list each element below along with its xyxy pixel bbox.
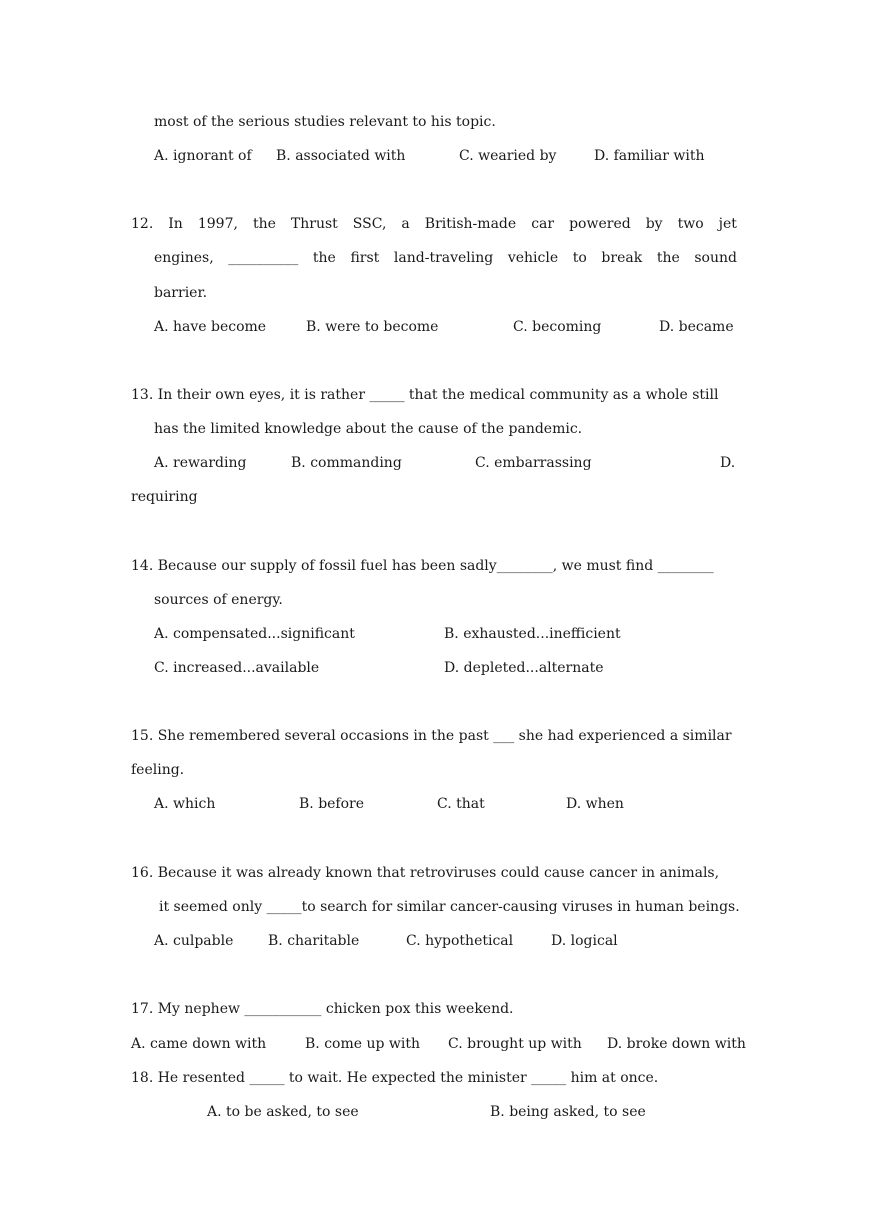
q14-stem-line-2: sources of energy. (154, 592, 283, 608)
q17-option-b: B. come up with (305, 1036, 421, 1052)
q12-word: British-made (424, 216, 517, 232)
q12-word: a (401, 216, 410, 232)
q13-option-a: A. rewarding (154, 455, 247, 471)
q14-option-a: A. compensated...significant (154, 626, 355, 642)
q15-option-d: D. when (566, 796, 624, 812)
q12-option-c: C. becoming (513, 319, 602, 335)
q16-option-d: D. logical (551, 933, 618, 949)
q12-word: In (168, 216, 183, 232)
q11-option-c: C. wearied by (459, 148, 557, 164)
q12-option-b: B. were to become (306, 319, 439, 335)
q17-stem-line-1: 17. My nephew ___________ chicken pox this weekend. (131, 1001, 514, 1017)
q12-word: vehicle (507, 250, 559, 266)
q14-option-c: C. increased...available (154, 660, 320, 676)
q11-stem-last-line: most of the serious studies relevant to his topic. (154, 114, 496, 130)
q12-word: the (312, 250, 336, 266)
q17-option-a: A. came down with (131, 1036, 267, 1052)
q13-option-d-label: D. (720, 455, 736, 471)
q17-option-c: C. brought up with (448, 1036, 582, 1052)
q15-option-c: C. that (437, 796, 485, 812)
q14-option-b: B. exhausted...inefficient (444, 626, 621, 642)
q14-options-row-2 (154, 657, 737, 679)
q12-word: the (252, 216, 276, 232)
q12-word: SSC, (352, 216, 387, 232)
q12-word: two (677, 216, 704, 232)
q12-stem-line-3: barrier. (154, 285, 208, 301)
q12-option-a: A. have become (154, 319, 267, 335)
q15-stem-line-1: 15. She remembered several occasions in the past ___ she had experienced a similar (131, 728, 732, 744)
q15-option-b: B. before (299, 796, 365, 812)
q16-option-b: B. charitable (268, 933, 360, 949)
q12-options (154, 316, 737, 338)
q14-stem-line-1: 14. Because our supply of fossil fuel has been sadly________, we must find ________ (131, 558, 714, 574)
q15-option-a: A. which (154, 796, 216, 812)
q12-word: by (645, 216, 663, 232)
q12-blank: __________ (228, 250, 299, 266)
q18-options (207, 1101, 737, 1123)
q13-options (154, 452, 737, 474)
q15-stem-line-2: feeling. (131, 762, 185, 778)
q13-stem-line-1: 13. In their own eyes, it is rather _____ that the medical community as a whole still (131, 387, 719, 403)
q12-word: 1997, (197, 216, 238, 232)
q17-options (131, 1033, 746, 1055)
q13-option-d-text: requiring (131, 489, 198, 505)
q12-word: Thrust (290, 216, 338, 232)
q12-stem-line-1 (131, 213, 737, 235)
q17-option-d: D. broke down with (607, 1036, 746, 1052)
q16-stem-line-1: 16. Because it was already known that retroviruses could cause cancer in animals, (131, 865, 720, 881)
q13-stem-line-2: has the limited knowledge about the cause of the pandemic. (154, 421, 583, 437)
q12-word: jet (718, 216, 737, 232)
q12-word: first (350, 250, 380, 266)
q18-option-b: B. being asked, to see (490, 1104, 646, 1120)
q16-stem-line-2: it seemed only _____to search for similar cancer-causing viruses in human beings. (159, 899, 740, 915)
q12-stem-line-2 (154, 247, 737, 269)
q14-options-row-1 (154, 623, 737, 645)
q12-word: engines, (154, 250, 214, 266)
q11-option-b: B. associated with (276, 148, 406, 164)
q12-word: to (572, 250, 587, 266)
q12-word: break (601, 250, 643, 266)
q15-options (154, 793, 737, 815)
q16-option-c: C. hypothetical (406, 933, 514, 949)
q13-option-c: C. embarrassing (475, 455, 592, 471)
q11-option-a: A. ignorant of (154, 148, 252, 164)
q11-options (154, 145, 737, 167)
q18-stem-line-1: 18. He resented _____ to wait. He expected the minister _____ him at once. (131, 1070, 659, 1086)
q12-word: the (656, 250, 680, 266)
q12-word: sound (694, 250, 737, 266)
q16-option-a: A. culpable (154, 933, 234, 949)
q16-options (154, 930, 737, 952)
q12-word: car (531, 216, 555, 232)
q12-word: 12. (131, 216, 154, 232)
q12-word: land-traveling (393, 250, 494, 266)
q14-option-d: D. depleted...alternate (444, 660, 604, 676)
q12-word: powered (569, 216, 631, 232)
q12-option-d: D. became (659, 319, 734, 335)
q18-option-a: A. to be asked, to see (207, 1104, 359, 1120)
q11-option-d: D. familiar with (594, 148, 705, 164)
q13-option-b: B. commanding (291, 455, 402, 471)
